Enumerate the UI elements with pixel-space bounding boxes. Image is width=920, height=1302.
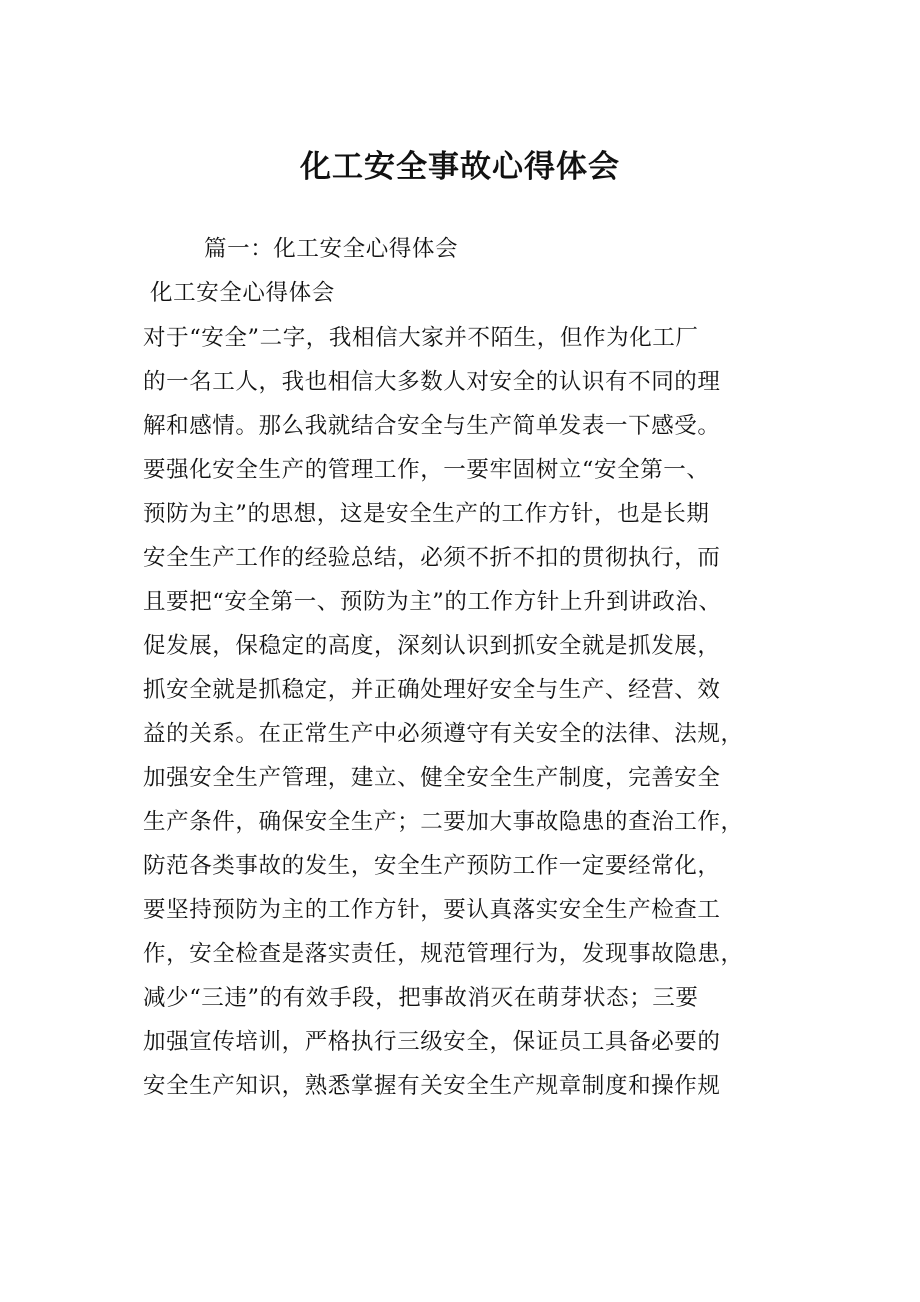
paragraph-line: 防范各类事故的发生，安全生产预防工作一定要经常化， xyxy=(143,853,721,879)
paragraph-line: 解和感情。那么我就结合安全与生产简单发表一下感受。 xyxy=(143,413,721,439)
section-heading: 篇一：化工安全心得体会 xyxy=(204,236,459,262)
paragraph-line: 对于“安全”二字，我相信大家并不陌生，但作为化工厂 xyxy=(143,325,699,351)
paragraph-line: 且要把“安全第一、预防为主”的工作方针上升到讲政治、 xyxy=(143,589,722,615)
paragraph-line: 减少“三违”的有效手段，把事故消灭在萌芽状态；三要 xyxy=(143,985,699,1011)
paragraph-line: 要强化安全生产的管理工作，一要牢固树立“安全第一、 xyxy=(143,457,710,483)
paragraph-line: 加强宣传培训，严格执行三级安全，保证员工具备必要的 xyxy=(143,1029,721,1055)
paragraph-line: 益的关系。在正常生产中必须遵守有关安全的法律、法规， xyxy=(143,721,744,747)
document-title: 化工安全事故心得体会 xyxy=(300,149,620,185)
paragraph-line: 促发展，保稳定的高度，深刻认识到抓安全就是抓发展， xyxy=(143,633,721,659)
paragraph-line: 抓安全就是抓稳定，并正确处理好安全与生产、经营、效 xyxy=(143,677,721,703)
paragraph-line: 生产条件，确保安全生产；二要加大事故隐患的查治工作， xyxy=(143,809,744,835)
paragraph-line: 安全生产工作的经验总结，必须不折不扣的贯彻执行，而 xyxy=(143,545,721,571)
subtitle: 化工安全心得体会 xyxy=(150,280,335,306)
paragraph-line: 要坚持预防为主的工作方针，要认真落实安全生产检查工 xyxy=(143,897,721,923)
paragraph-line: 的一名工人，我也相信大多数人对安全的认识有不同的理 xyxy=(143,369,721,395)
paragraph-line: 安全生产知识，熟悉掌握有关安全生产规章制度和操作规 xyxy=(143,1073,721,1099)
paragraph-line: 预防为主”的思想，这是安全生产的工作方针，也是长期 xyxy=(143,501,710,527)
paragraph-line: 加强安全生产管理，建立、健全安全生产制度，完善安全 xyxy=(143,765,721,791)
paragraph-line: 作，安全检查是落实责任，规范管理行为，发现事故隐患， xyxy=(143,941,744,967)
